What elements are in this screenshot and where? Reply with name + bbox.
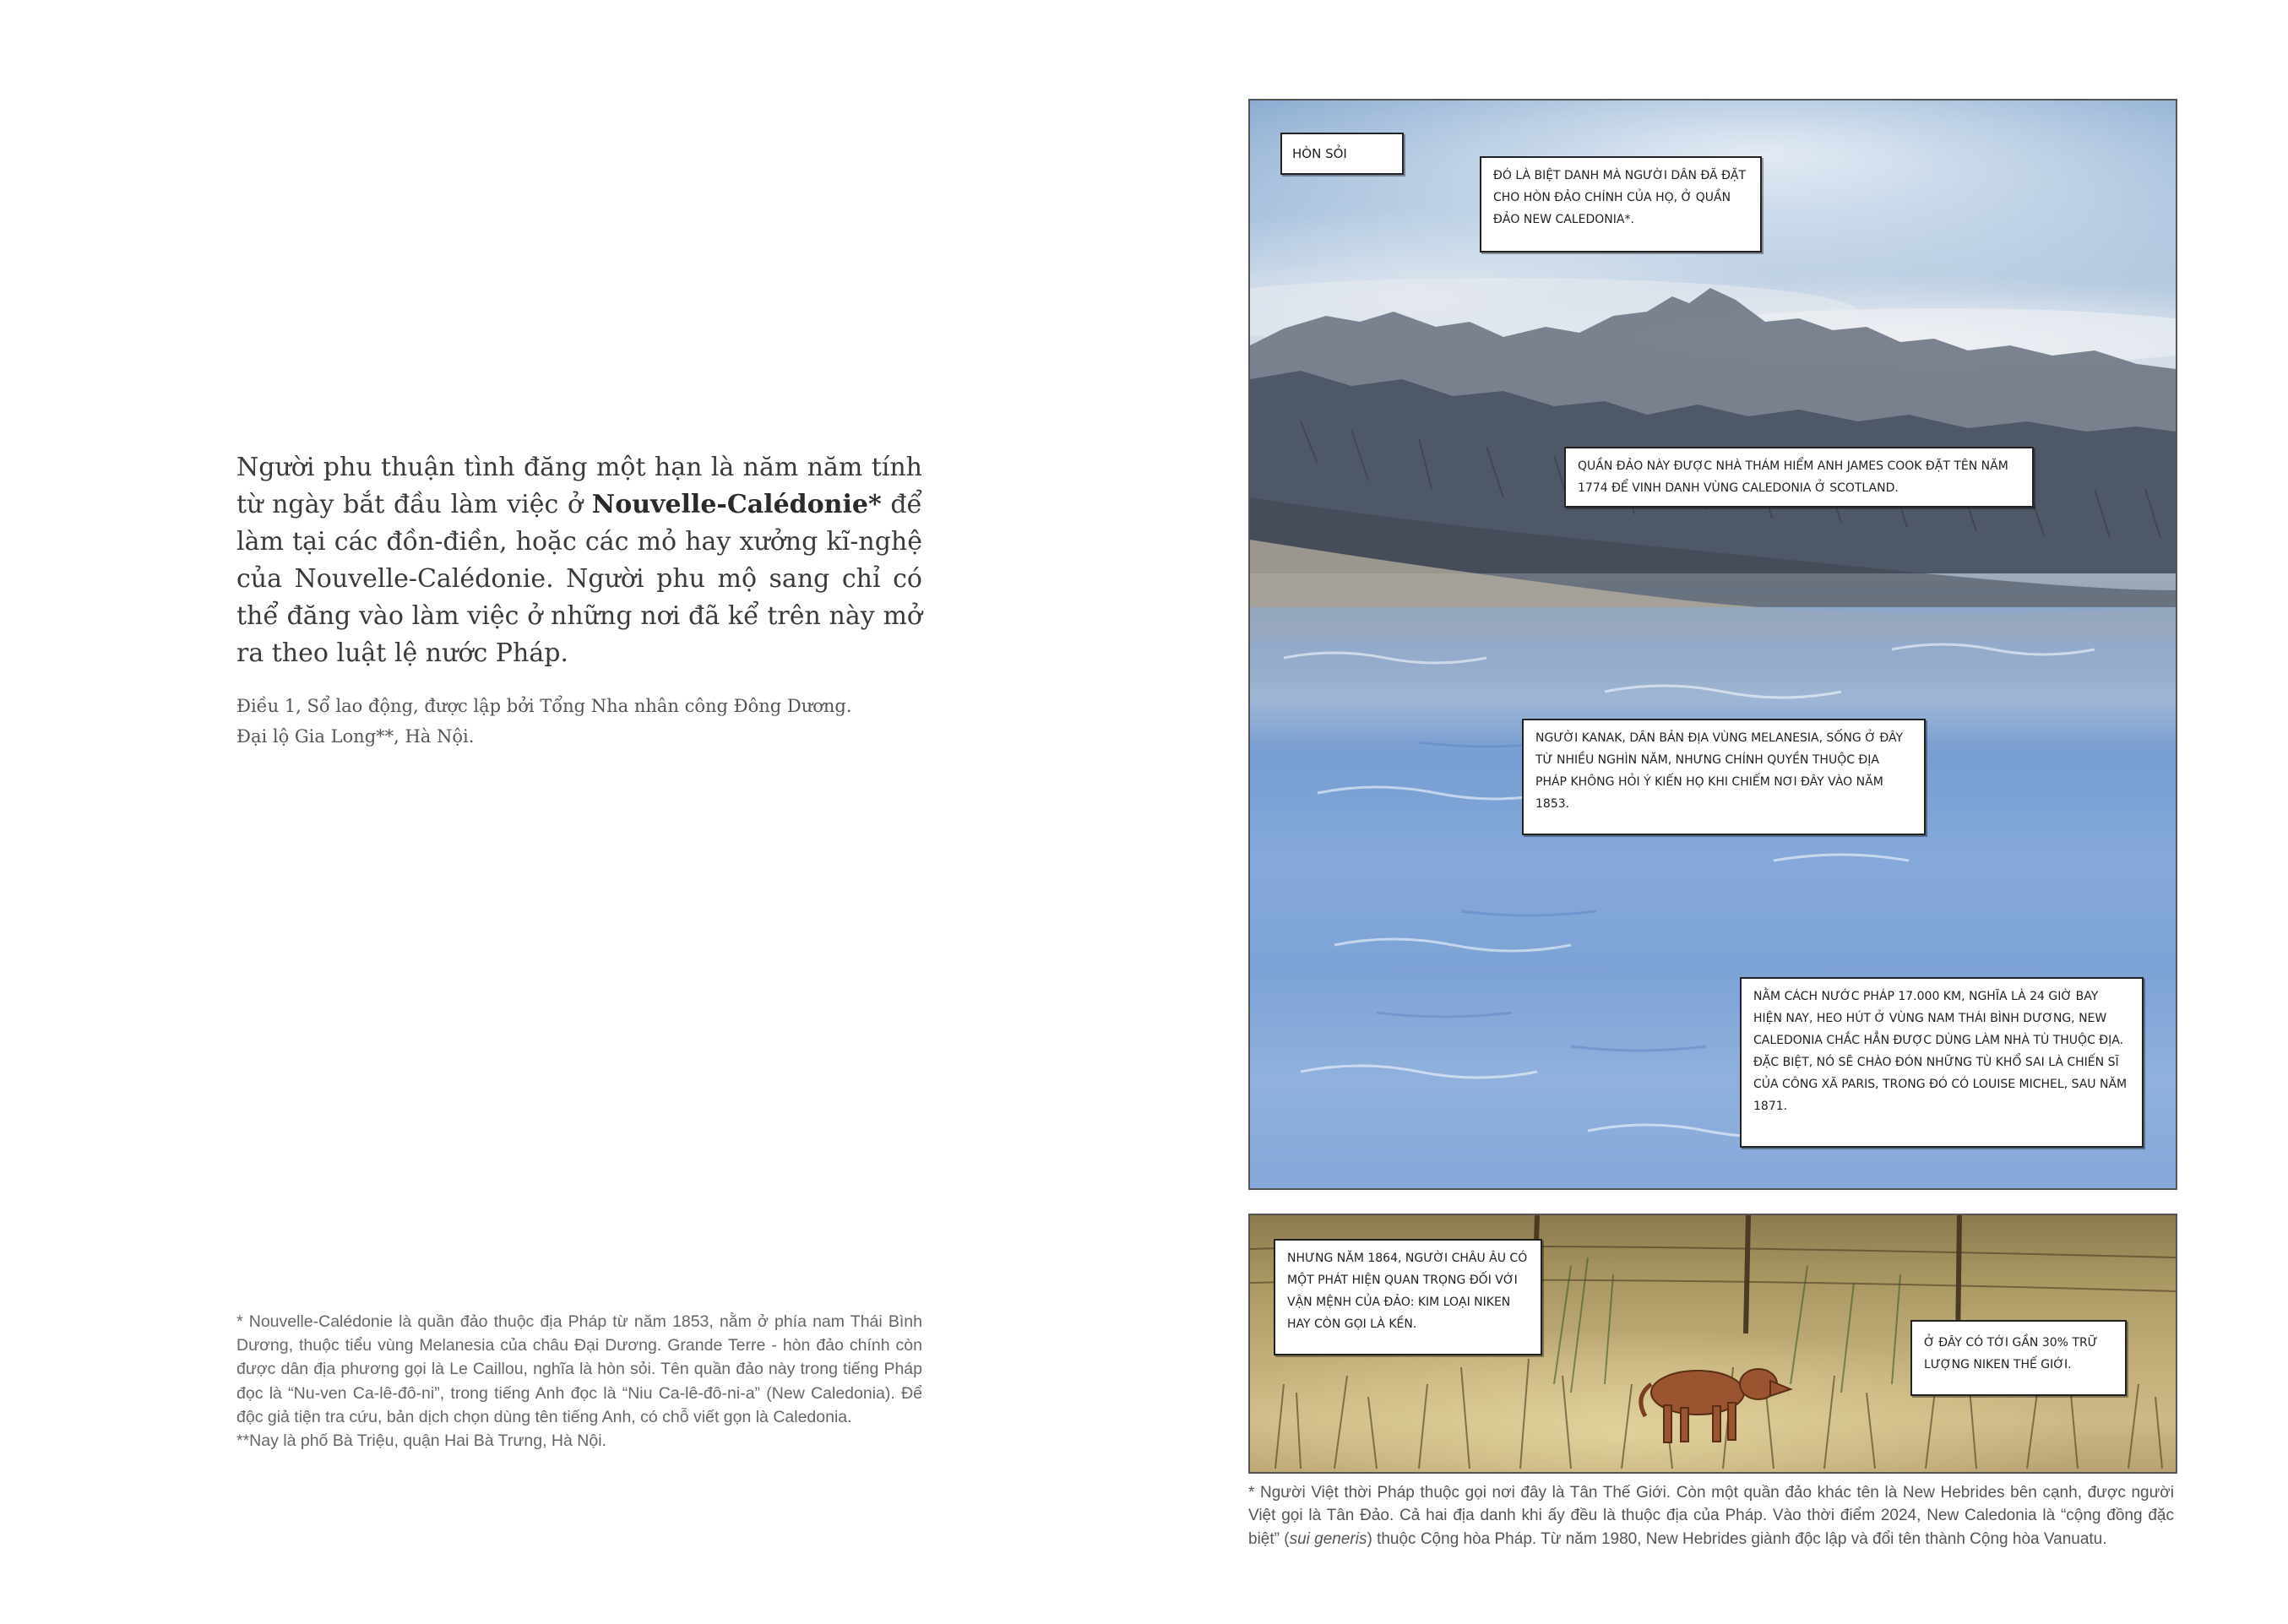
caption-nickel-discovery: NHƯNG NĂM 1864, NGƯỜI CHÂU ÂU CÓ MỘT PHÁT HIỆN QUAN TRỌNG ĐỐI VỚI VẬN MỆNH CỦA ĐẢO: KIM LOẠI NIKEN HAY CÒN GỌI LÀ KỀN. [1274,1239,1542,1355]
quote-rest: để làm tại các đồn-điền, hoặc các mỏ hay xưởng kĩ-nghệ của Nouvelle-Calédonie. Người phu mộ sang chỉ có thể đăng vào làm việc ở những nơi đã kể trên này mở ra theo luật lệ nước Pháp. [236,490,922,668]
epigraph-source [236,691,922,752]
left-footnotes [236,1310,922,1453]
footnote-1: * Nouvelle-Calédonie là quần đảo thuộc địa Pháp từ năm 1853, nằm ở phía nam Thái Bình Dương, thuộc tiểu vùng Melanesia của châu Đại Dương. Grande Terre - hòn đảo chính còn được dân địa phương gọi là Le Caillou, nghĩa là hòn sỏi. Tên quần đảo này trong tiếng Pháp đọc là “Nu-ven Ca-lê-đô-ni”, trong tiếng Anh đọc là “Niu Ca-lê-đô-ni-a” (New Caledonia). Để độc giả tiện tra cứu, bản dịch chọn dùng tên tiếng Anh, có chỗ viết gọn là Caledonia. [236,1312,922,1426]
right-footnote-part-a: * Người Việt thời Pháp thuộc gọi nơi đây là Tân Thế Giới. Còn một quần đảo khác tên là New Hebrides bên cạnh, được người Việt gọi là Tân Đảo. Cả hai địa danh khi ấy đều là thuộc địa của Pháp. Vào thời điểm 2024, New Caledonia là “cộng đồng đặc biệt” ( [1248,1484,2174,1548]
footnote-2: **Nay là phố Bà Triệu, quận Hai Bà Trưng, Hà Nội. [236,1431,606,1451]
caption-kanak: NGƯỜI KANAK, DÂN BẢN ĐỊA VÙNG MELANESIA, SỐNG Ở ĐÂY TỪ NHIỀU NGHÌN NĂM, NHƯNG CHÍNH QUYỀN THUỘC ĐỊA PHÁP KHÔNG HỎI Ý KIẾN HỌ KHI CHIẾM NƠI ĐÂY VÀO NĂM 1853. [1522,719,1926,835]
right-footnote-part-b: ) thuộc Cộng hòa Pháp. Từ năm 1980, New Hebrides giành độc lập và đổi tên thành Cộng hòa Vanuatu. [1367,1529,2107,1548]
epigraph-quote [236,449,922,672]
caption-prison-colony: NẰM CÁCH NƯỚC PHÁP 17.000 KM, NGHĨA LÀ 24 GIỜ BAY HIỆN NAY, HEO HÚT Ở VÙNG NAM THÁI BÌNH DƯƠNG, NEW CALEDONIA CHẮC HẲN ĐƯỢC DÙNG LÀM NHÀ TÙ THUỘC ĐỊA. ĐẶC BIỆT, NÓ SẼ CHÀO ĐÓN NHỮNG TÙ KHỔ SAI LÀ CHIẾN SĨ CỦA CÔNG XÃ PARIS, TRONG ĐÓ CÓ LOUISE MICHEL, SAU NĂM 1871. [1740,977,2144,1148]
caption-nickel-reserves: Ở ĐÂY CÓ TỚI GẦN 30% TRỮ LƯỢNG NIKEN THẾ GIỚI. [1910,1320,2127,1396]
caption-james-cook: QUẦN ĐẢO NÀY ĐƯỢC NHÀ THÁM HIỂM ANH JAMES COOK ĐẶT TÊN NĂM 1774 ĐỂ VINH DANH VÙNG CALEDONIA Ở SCOTLAND. [1564,447,2034,508]
comic-panel-island [1248,99,2177,1190]
quote-term: Nouvelle-Calédonie* [591,490,882,519]
quote-intro: Người phu thuận tình đăng một hạn là năm năm tính từ ngày bắt đầu làm việc ở [236,453,922,519]
caption-nickname: ĐÓ LÀ BIỆT DANH MÀ NGƯỜI DÂN ĐÃ ĐẶT CHO HÒN ĐẢO CHÍNH CỦA HỌ, Ở QUẦN ĐẢO NEW CALEDONIA*. [1480,156,1762,253]
source-line-2: Đại lộ Gia Long**, Hà Nội. [236,726,475,747]
caption-pebble: HÒN SỎI [1280,133,1404,175]
source-line-1: Điều 1, Sổ lao động, được lập bởi Tổng Nha nhân công Đông Dương. [236,696,852,716]
right-footnote [1248,1481,2174,1551]
comic-panel-grass [1248,1214,2177,1474]
right-footnote-italic: sui generis [1289,1529,1367,1548]
